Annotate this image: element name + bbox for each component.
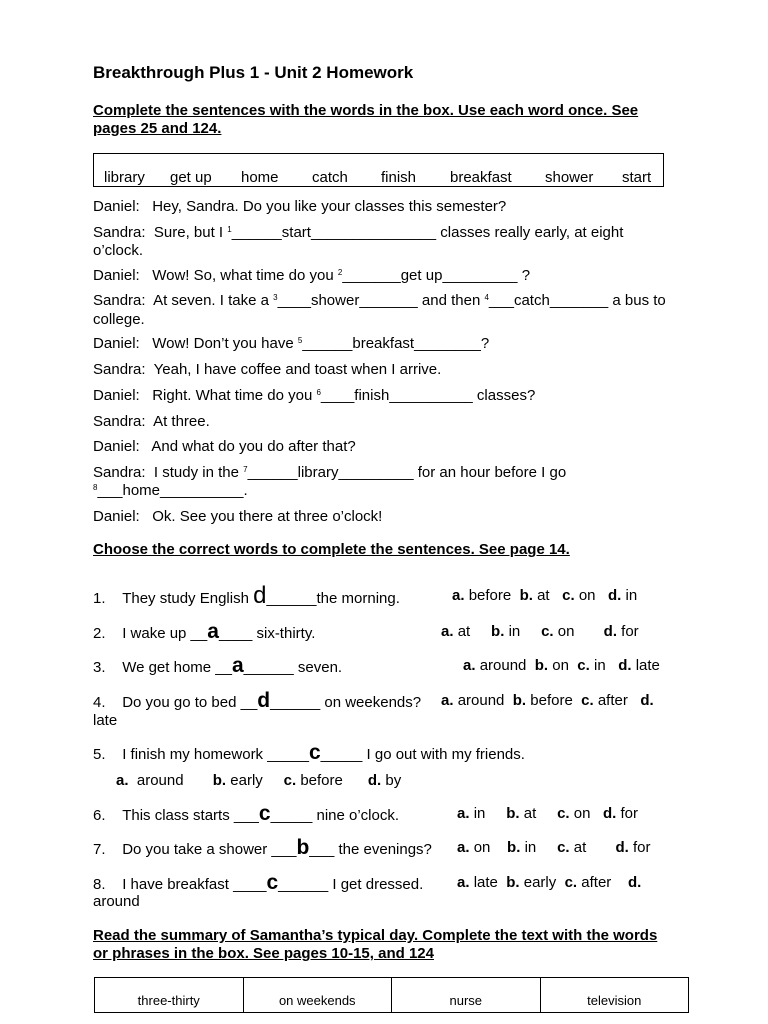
line-text: .: [243, 482, 248, 499]
answer-text: get up: [400, 267, 443, 284]
line-text: At seven. I take a: [153, 292, 274, 309]
option-text: on: [473, 839, 491, 856]
dialogue-line-2: [93, 224, 623, 242]
question-text: the morning.: [316, 590, 400, 607]
option-text: at: [537, 587, 550, 604]
speaker: Daniel:: [93, 267, 140, 284]
superscript-number: 8: [93, 483, 98, 492]
question-8-options: [457, 874, 641, 892]
option-text: on: [573, 805, 591, 822]
question-5-options: [116, 772, 401, 790]
option-text: around: [479, 657, 527, 674]
option-letter: c.: [557, 839, 570, 856]
question-7-options: [457, 839, 651, 857]
option-letter: c.: [283, 772, 297, 789]
line-text: Ok. See you there at three o’clock!: [152, 508, 383, 525]
speaker: Daniel:: [93, 387, 140, 404]
blank: _________: [338, 464, 414, 481]
speaker: Sandra:: [93, 413, 146, 430]
option-letter: d.: [602, 805, 617, 822]
dialogue-line-1: [93, 198, 506, 216]
question-2-options: [441, 623, 639, 641]
question-number: 8.: [93, 876, 106, 893]
word-shower: shower: [545, 169, 594, 186]
table-cell: on weekends: [243, 978, 392, 1013]
question-text: We get home __: [122, 659, 232, 676]
blank: ______: [231, 224, 282, 241]
superscript-number: 7: [243, 465, 248, 474]
superscript-number: 1: [227, 225, 232, 234]
option-text: by: [385, 772, 402, 789]
question-8: [93, 871, 424, 894]
blank: ___: [309, 841, 335, 858]
page-title: Breakthrough Plus 1 - Unit 2 Homework: [93, 63, 414, 82]
question-text: This class starts ___: [122, 807, 259, 824]
question-number: 2.: [93, 625, 106, 642]
blank: ___: [488, 292, 514, 309]
word-start: start: [622, 169, 652, 186]
dialogue-line-7: [93, 387, 535, 405]
speaker: Daniel:: [93, 508, 140, 525]
option-text: in: [524, 839, 537, 856]
blank: ______: [266, 590, 317, 607]
question-3: [93, 654, 343, 677]
line-text: And what do you do after that?: [151, 438, 356, 455]
option-letter: b.: [212, 772, 227, 789]
dialogue-line-4-cont: college.: [93, 311, 145, 328]
section1-instruction-line2: pages 25 and 124.: [93, 120, 222, 137]
question-number: 4.: [93, 694, 106, 711]
section1-instruction-line1: Complete the sentences with the words in the box. Use each word once. See: [93, 102, 639, 119]
question-text: the evenings?: [334, 841, 432, 858]
option-text: early: [230, 772, 263, 789]
question-4-option-d-wrap: late: [93, 712, 118, 729]
speaker: Daniel:: [93, 335, 140, 352]
question-2: [93, 620, 316, 643]
question-8-option-d-wrap: around: [93, 893, 140, 910]
dialogue-line-8: [93, 413, 210, 431]
option-letter: a.: [441, 692, 454, 709]
handwritten-answer: c: [308, 741, 321, 764]
line-text: Sure, but I: [153, 224, 228, 241]
option-text: after: [597, 692, 628, 709]
line-text: At three.: [153, 413, 210, 430]
line-text: classes?: [472, 387, 536, 404]
summary-word-table: [94, 977, 689, 1013]
superscript-number: 5: [297, 336, 303, 345]
dialogue-line-11: [93, 508, 382, 526]
option-text: on: [578, 587, 596, 604]
blank: ______: [302, 335, 353, 352]
question-number: 7.: [93, 841, 106, 858]
option-text: after: [581, 874, 612, 891]
option-letter: a.: [441, 623, 454, 640]
option-letter: b.: [519, 587, 533, 604]
option-letter: a.: [457, 839, 470, 856]
option-text: in: [593, 657, 606, 674]
option-text: early: [523, 874, 557, 891]
blank: ___: [97, 482, 123, 499]
line-text: Hey, Sandra. Do you like your classes this semester?: [152, 198, 507, 215]
table-cell: nurse: [392, 978, 541, 1013]
option-text: in: [508, 623, 521, 640]
superscript-number: 4: [484, 293, 489, 302]
answer-text: finish: [354, 387, 390, 404]
option-text: for: [633, 839, 651, 856]
line-text: and then: [417, 292, 485, 309]
question-text: six-thirty.: [252, 625, 316, 642]
option-text: at: [523, 805, 537, 822]
option-text: late: [635, 657, 660, 674]
speaker: Sandra:: [93, 464, 146, 481]
blank: ____: [277, 292, 311, 309]
section3-instruction-line1: Read the summary of Samantha’s typical day. Complete the text with the words: [93, 927, 658, 944]
answer-text: library: [297, 464, 339, 481]
option-letter: a.: [452, 587, 465, 604]
speaker: Sandra:: [93, 361, 146, 378]
handwritten-answer: d: [253, 582, 267, 609]
blank: __________: [160, 482, 244, 499]
dialogue-line-3: [93, 267, 530, 285]
handwritten-answer: b: [296, 836, 310, 859]
question-text: I go out with my friends.: [362, 746, 525, 763]
question-6-options: [457, 805, 638, 823]
answer-text: home: [122, 482, 161, 499]
table-row: [95, 978, 689, 1013]
dialogue-line-9: [93, 438, 356, 456]
option-letter: d.: [627, 874, 642, 891]
blank: ______: [247, 464, 298, 481]
superscript-number: 6: [316, 388, 321, 397]
blank: _______: [342, 267, 401, 284]
handwritten-answer: c: [266, 871, 279, 894]
option-letter: a.: [116, 772, 129, 789]
word-box: [93, 153, 664, 187]
question-text: on weekends?: [320, 694, 422, 711]
answer-text: shower: [310, 292, 360, 309]
dialogue-line-4: [93, 292, 666, 310]
question-text: Do you go to bed __: [122, 694, 258, 711]
blank: _________: [442, 267, 518, 284]
word-finish: finish: [381, 169, 417, 186]
dialogue-line-5: [93, 335, 489, 353]
word-home: home: [241, 169, 279, 186]
line-text: Right. What time do you: [152, 387, 317, 404]
option-letter: b.: [506, 805, 520, 822]
answer-text: breakfast: [352, 335, 415, 352]
question-text: nine o’clock.: [312, 807, 400, 824]
dialogue-line-10: [93, 464, 566, 482]
option-text: before: [468, 587, 512, 604]
question-1-options: [452, 587, 637, 605]
word-library: library: [104, 169, 145, 186]
option-text: before: [300, 772, 343, 789]
option-letter: b.: [512, 692, 527, 709]
option-letter: d.: [615, 839, 629, 856]
question-text: seven.: [293, 659, 343, 676]
option-text: on: [557, 623, 575, 640]
question-number: 1.: [93, 590, 106, 607]
dialogue-line-10-cont: [93, 482, 248, 500]
line-text: Yeah, I have coffee and toast when I arrive.: [153, 361, 442, 378]
blank: _______: [549, 292, 609, 309]
handwritten-answer: c: [258, 802, 271, 825]
question-4: [93, 689, 422, 712]
option-letter: d.: [608, 587, 622, 604]
option-letter: d.: [603, 623, 617, 640]
option-text: for: [621, 623, 639, 640]
blank: _____: [320, 746, 363, 763]
option-letter: c.: [541, 623, 554, 640]
option-text: for: [620, 805, 639, 822]
option-text: late: [473, 874, 498, 891]
option-letter: c.: [564, 874, 578, 891]
option-letter: c.: [562, 587, 575, 604]
question-text: I wake up __: [122, 625, 208, 642]
blank: ______: [243, 659, 294, 676]
blank: _______: [359, 292, 418, 309]
question-text: They study English: [122, 590, 254, 607]
question-text: I have breakfast ____: [122, 876, 267, 893]
question-4-options: [441, 692, 654, 710]
option-letter: c.: [581, 692, 594, 709]
question-3-options: [463, 657, 660, 675]
option-letter: b.: [507, 839, 521, 856]
option-letter: d.: [618, 657, 632, 674]
line-text: classes really early, at eight: [436, 224, 624, 241]
table-cell: television: [540, 978, 689, 1013]
option-letter: b.: [491, 623, 505, 640]
question-5: [93, 741, 525, 764]
line-text: for an hour before I go: [413, 464, 567, 481]
question-number: 3.: [93, 659, 106, 676]
option-text: around: [136, 772, 184, 789]
line-text: a bus to: [608, 292, 666, 309]
handwritten-answer: d: [257, 689, 271, 712]
option-letter: a.: [457, 805, 470, 822]
word-breakfast: breakfast: [450, 169, 512, 186]
question-6: [93, 802, 400, 825]
line-text: ?: [480, 335, 490, 352]
option-text: before: [530, 692, 573, 709]
speaker: Sandra:: [93, 224, 146, 241]
handwritten-answer: a: [231, 654, 244, 677]
blank: __________: [389, 387, 473, 404]
option-letter: c.: [557, 805, 570, 822]
option-letter: a.: [457, 874, 470, 891]
option-text: in: [473, 805, 486, 822]
option-letter: c.: [577, 657, 590, 674]
dialogue-line-2-cont: o’clock.: [93, 242, 144, 259]
answer-text: start: [281, 224, 311, 241]
superscript-number: 2: [337, 268, 343, 277]
speaker: Daniel:: [93, 198, 140, 215]
blank: ______: [270, 694, 321, 711]
blank: ________: [414, 335, 481, 352]
question-1: [93, 582, 400, 609]
blank: ____: [320, 387, 355, 404]
section3-instruction-line2: or phrases in the box. See pages 10-15, and 124: [93, 945, 434, 962]
question-number: 5.: [93, 746, 106, 763]
option-letter: a.: [463, 657, 476, 674]
option-letter: b.: [534, 657, 549, 674]
line-text: I study in the: [153, 464, 244, 481]
blank: _______________: [310, 224, 437, 241]
line-text: ?: [517, 267, 531, 284]
speaker: Sandra:: [93, 292, 146, 309]
question-text: I finish my homework _____: [122, 746, 309, 763]
superscript-number: 3: [273, 293, 278, 302]
option-text: around: [457, 692, 505, 709]
option-letter: d.: [367, 772, 382, 789]
option-letter: b.: [506, 874, 520, 891]
word-catch: catch: [312, 169, 348, 186]
line-text: Wow! So, what time do you: [152, 267, 338, 284]
option-letter: d.: [640, 692, 654, 709]
option-text: at: [457, 623, 471, 640]
speaker: Daniel:: [93, 438, 140, 455]
option-text: at: [573, 839, 587, 856]
handwritten-answer: a: [207, 620, 219, 643]
question-7: [93, 836, 432, 859]
dialogue-line-6: [93, 361, 441, 379]
word-get-up: get up: [170, 169, 212, 186]
blank: ______: [278, 876, 329, 893]
section2-instruction: Choose the correct words to complete the sentences. See page 14.: [93, 541, 570, 558]
line-text: Wow! Don’t you have: [152, 335, 298, 352]
blank: _____: [270, 807, 313, 824]
table-cell: three-thirty: [95, 978, 244, 1013]
question-number: 6.: [93, 807, 106, 824]
question-text: I get dressed.: [328, 876, 424, 893]
question-text: Do you take a shower ___: [122, 841, 297, 858]
option-text: on: [552, 657, 569, 674]
blank: ____: [218, 625, 253, 642]
answer-text: catch: [513, 292, 550, 309]
option-text: in: [625, 587, 638, 604]
